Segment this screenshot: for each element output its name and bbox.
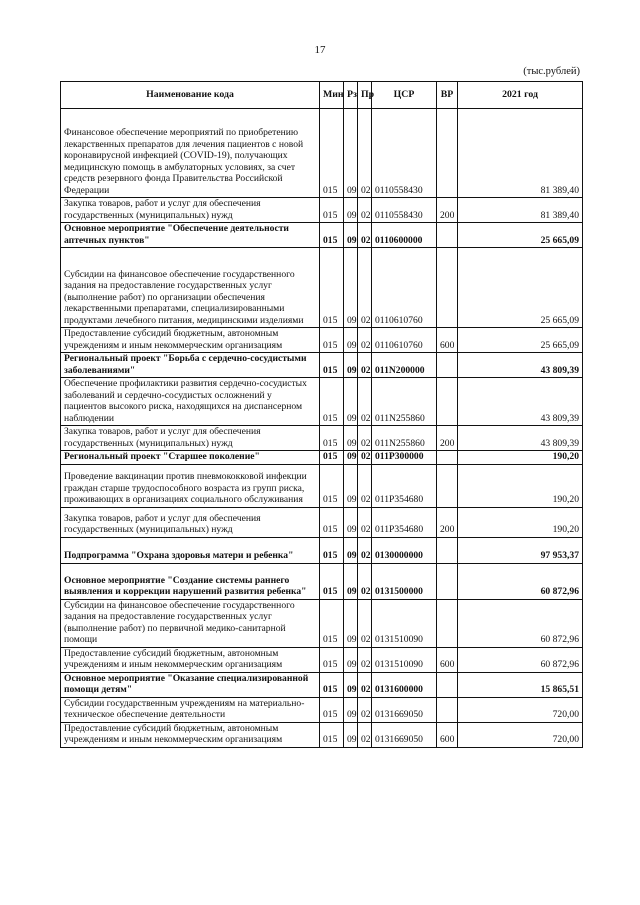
row-pr: 02 [358, 563, 372, 599]
row-name: Закупка товаров, работ и услуг для обеспечения государственных (муниципальных) нужд [61, 426, 320, 451]
table-row [61, 198, 583, 223]
header-name: Наименование кода [61, 82, 320, 109]
row-rz: 09 [344, 563, 358, 599]
row-vr [437, 451, 458, 465]
row-min: 015 [320, 378, 344, 426]
row-amount: 25 665,09 [458, 248, 583, 328]
row-vr: 600 [437, 328, 458, 353]
row-vr [437, 464, 458, 507]
row-csr: 0131500000 [372, 563, 437, 599]
row-rz: 09 [344, 537, 358, 563]
row-vr [437, 353, 458, 378]
row-pr: 02 [358, 647, 372, 672]
row-amount: 720,00 [458, 697, 583, 722]
row-rz: 09 [344, 426, 358, 451]
table-row [61, 697, 583, 722]
row-name: Закупка товаров, работ и услуг для обеспечения государственных (муниципальных) нужд [61, 507, 320, 537]
row-amount: 190,20 [458, 451, 583, 465]
row-rz: 09 [344, 464, 358, 507]
row-amount: 15 865,51 [458, 672, 583, 697]
row-pr: 02 [358, 464, 372, 507]
row-name: Субсидии на финансовое обеспечение государственного задания на предоставление государственных услуг (выполнение работ) по первичной медико-санитарной помощи [61, 599, 320, 647]
row-min: 015 [320, 328, 344, 353]
row-name: Предоставление субсидий бюджетным, автономным учреждениям и иным некоммерческим организациям [61, 722, 320, 747]
row-min: 015 [320, 464, 344, 507]
row-pr: 02 [358, 537, 372, 563]
table-row [61, 507, 583, 537]
row-name: Подпрограмма "Охрана здоровья матери и ребенка" [61, 537, 320, 563]
row-name: Финансовое обеспечение мероприятий по приобретению лекарственных препаратов для лечения пациентов с новой коронавирусной инфекцией (COVID-19), получающих медицинскую помощь в амбулаторных условиях, за счет средств резервного фонда Правительства Российской Федерации [61, 109, 320, 198]
row-pr: 02 [358, 672, 372, 697]
row-amount: 25 665,09 [458, 223, 583, 248]
row-min: 015 [320, 672, 344, 697]
row-min: 015 [320, 722, 344, 747]
table-row [61, 722, 583, 747]
row-vr [437, 697, 458, 722]
row-vr [437, 537, 458, 563]
row-csr: 0130000000 [372, 537, 437, 563]
row-csr: 0110558430 [372, 109, 437, 198]
row-pr: 02 [358, 451, 372, 465]
row-rz: 09 [344, 198, 358, 223]
page-number: 17 [314, 44, 326, 56]
row-amount: 81 389,40 [458, 109, 583, 198]
table-row [61, 426, 583, 451]
header-csr: ЦСР [372, 82, 437, 109]
row-vr [437, 672, 458, 697]
row-rz: 09 [344, 378, 358, 426]
row-rz: 09 [344, 353, 358, 378]
row-min: 015 [320, 647, 344, 672]
row-amount: 43 809,39 [458, 353, 583, 378]
row-name: Предоставление субсидий бюджетным, автономным учреждениям и иным некоммерческим организациям [61, 647, 320, 672]
row-vr: 600 [437, 722, 458, 747]
row-min: 015 [320, 198, 344, 223]
row-amount: 25 665,09 [458, 328, 583, 353]
header-rz: Рз [344, 82, 358, 109]
row-rz: 09 [344, 451, 358, 465]
table-body [61, 109, 583, 748]
row-csr: 011P354680 [372, 464, 437, 507]
row-rz: 09 [344, 672, 358, 697]
row-pr: 02 [358, 378, 372, 426]
row-rz: 09 [344, 248, 358, 328]
row-name: Предоставление субсидий бюджетным, автономным учреждениям и иным некоммерческим организациям [61, 328, 320, 353]
row-pr: 02 [358, 223, 372, 248]
row-csr: 0110610760 [372, 248, 437, 328]
table-row [61, 353, 583, 378]
row-min: 015 [320, 537, 344, 563]
budget-table [60, 81, 583, 748]
row-name: Основное мероприятие "Создание системы раннего выявления и коррекции нарушений развития ребенка" [61, 563, 320, 599]
row-amount: 97 953,37 [458, 537, 583, 563]
table-row [61, 599, 583, 647]
row-pr: 02 [358, 353, 372, 378]
row-name: Субсидии государственным учреждениям на материально-техническое обеспечение деятельности [61, 697, 320, 722]
row-name: Основное мероприятие "Обеспечение деятельности аптечных пунктов" [61, 223, 320, 248]
units-label: (тыс.рублей) [523, 66, 580, 77]
row-name: Субсидии на финансовое обеспечение государственного задания на предоставление государственных услуг (выполнение работ) по организации обеспечения лекарственными препаратами, специализированными продуктами лечебного питания, медицинскими изделиями [61, 248, 320, 328]
row-name: Региональный проект "Борьба с сердечно-сосудистыми заболеваниями" [61, 353, 320, 378]
row-amount: 43 809,39 [458, 426, 583, 451]
table-row [61, 328, 583, 353]
row-name: Основное мероприятие "Оказание специализированной помощи детям" [61, 672, 320, 697]
row-vr [437, 248, 458, 328]
row-csr: 0131669050 [372, 722, 437, 747]
row-amount: 43 809,39 [458, 378, 583, 426]
row-rz: 09 [344, 599, 358, 647]
header-year: 2021 год [458, 82, 583, 109]
row-min: 015 [320, 353, 344, 378]
row-name: Закупка товаров, работ и услуг для обеспечения государственных (муниципальных) нужд [61, 198, 320, 223]
row-pr: 02 [358, 109, 372, 198]
row-csr: 0110600000 [372, 223, 437, 248]
row-amount: 60 872,96 [458, 647, 583, 672]
row-csr: 0131510090 [372, 647, 437, 672]
row-csr: 0131669050 [372, 697, 437, 722]
row-min: 015 [320, 697, 344, 722]
row-vr [437, 378, 458, 426]
row-csr: 011N200000 [372, 353, 437, 378]
row-pr: 02 [358, 697, 372, 722]
row-min: 015 [320, 223, 344, 248]
row-csr: 0131600000 [372, 672, 437, 697]
row-amount: 60 872,96 [458, 563, 583, 599]
row-name: Обеспечение профилактики развития сердечно-сосудистых заболеваний и сердечно-сосудистых осложнений у пациентов высокого риска, находящихся на диспансерном наблюдении [61, 378, 320, 426]
row-rz: 09 [344, 697, 358, 722]
row-amount: 60 872,96 [458, 599, 583, 647]
row-amount: 720,00 [458, 722, 583, 747]
row-name: Региональный проект "Старшее поколение" [61, 451, 320, 465]
row-csr: 011P354680 [372, 507, 437, 537]
row-min: 015 [320, 599, 344, 647]
header-pr: Пр [358, 82, 372, 109]
row-amount: 190,20 [458, 507, 583, 537]
row-min: 015 [320, 426, 344, 451]
row-pr: 02 [358, 507, 372, 537]
row-vr [437, 109, 458, 198]
row-vr [437, 599, 458, 647]
row-rz: 09 [344, 223, 358, 248]
table-header-row [61, 82, 583, 109]
table-row [61, 451, 583, 465]
table-row [61, 248, 583, 328]
row-pr: 02 [358, 426, 372, 451]
row-csr: 011N255860 [372, 426, 437, 451]
table-row [61, 109, 583, 198]
row-min: 015 [320, 507, 344, 537]
row-name: Проведение вакцинации против пневмококковой инфекции граждан старше трудоспособного возраста из групп риска, проживающих в организациях социального обслуживания [61, 464, 320, 507]
row-vr [437, 223, 458, 248]
table-row [61, 537, 583, 563]
row-min: 015 [320, 451, 344, 465]
row-vr: 200 [437, 507, 458, 537]
header-vr: ВР [437, 82, 458, 109]
row-pr: 02 [358, 722, 372, 747]
row-csr: 011N255860 [372, 378, 437, 426]
row-pr: 02 [358, 599, 372, 647]
table-row [61, 672, 583, 697]
row-pr: 02 [358, 328, 372, 353]
row-amount: 81 389,40 [458, 198, 583, 223]
table-row [61, 464, 583, 507]
row-vr: 200 [437, 198, 458, 223]
row-csr: 0110558430 [372, 198, 437, 223]
table-row [61, 563, 583, 599]
row-min: 015 [320, 563, 344, 599]
row-vr: 200 [437, 426, 458, 451]
row-csr: 0131510090 [372, 599, 437, 647]
row-min: 015 [320, 248, 344, 328]
row-amount: 190,20 [458, 464, 583, 507]
row-rz: 09 [344, 647, 358, 672]
row-csr: 0110610760 [372, 328, 437, 353]
header-min: Мин [320, 82, 344, 109]
row-csr: 011P300000 [372, 451, 437, 465]
row-pr: 02 [358, 198, 372, 223]
row-rz: 09 [344, 507, 358, 537]
table-row [61, 647, 583, 672]
row-min: 015 [320, 109, 344, 198]
row-vr [437, 563, 458, 599]
row-pr: 02 [358, 248, 372, 328]
row-rz: 09 [344, 328, 358, 353]
table-row [61, 223, 583, 248]
row-vr: 600 [437, 647, 458, 672]
row-rz: 09 [344, 722, 358, 747]
row-rz: 09 [344, 109, 358, 198]
table-row [61, 378, 583, 426]
